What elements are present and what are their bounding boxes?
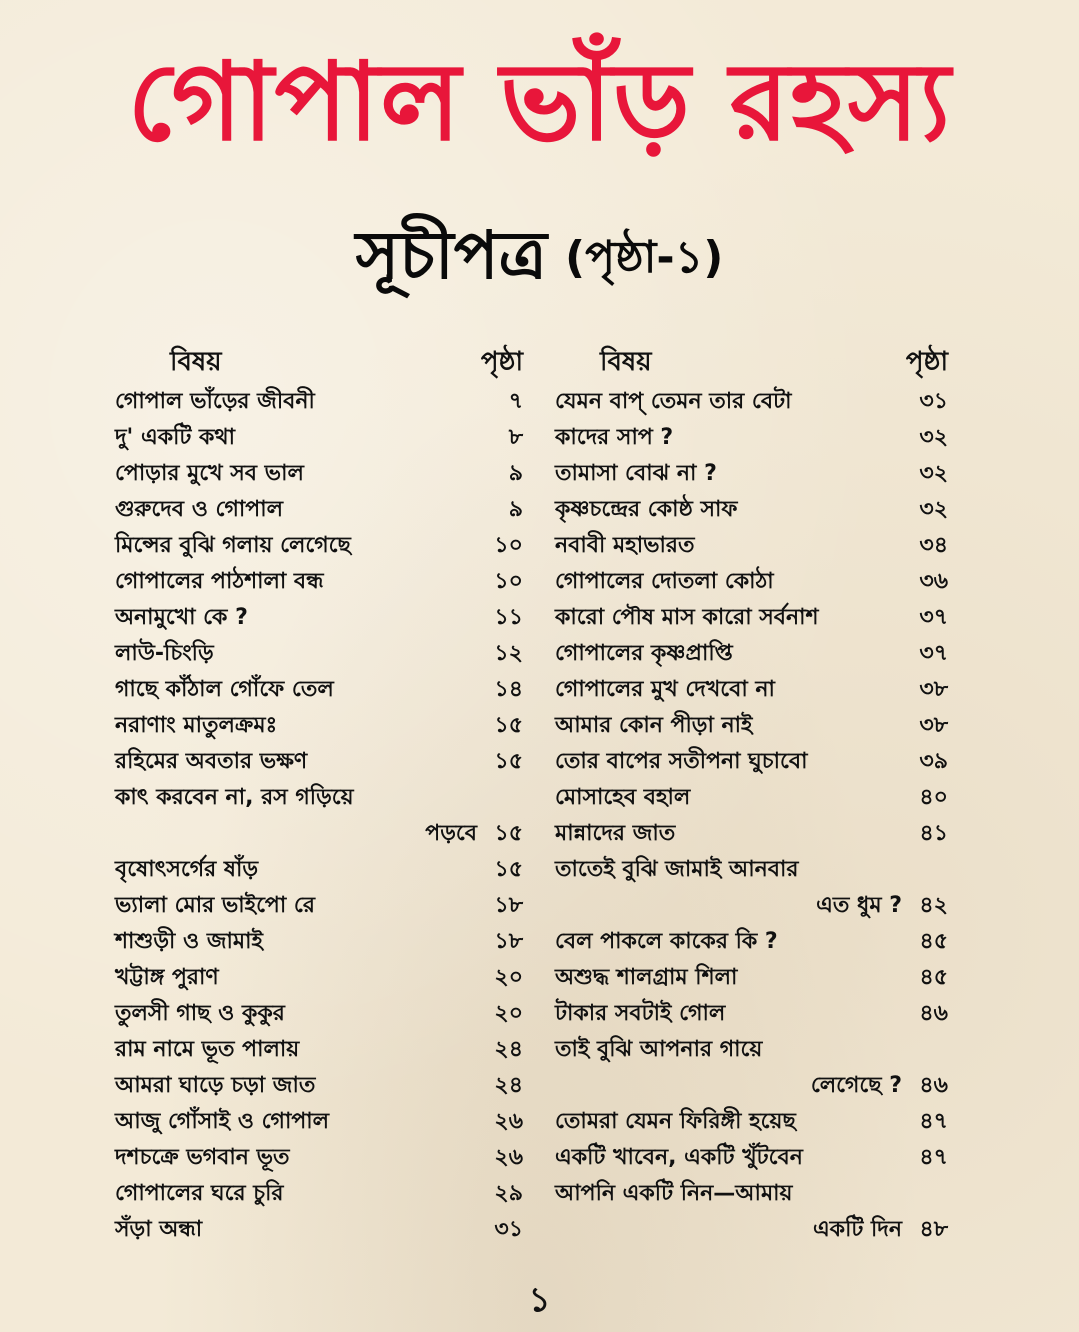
- toc-entry-title: পড়বে: [425, 821, 477, 846]
- toc-entry-title: টাকার সবটাই গোল: [555, 1001, 726, 1026]
- toc-entry: [115, 564, 523, 600]
- toc-entry: [555, 1032, 948, 1068]
- toc-entry-page: ৭: [508, 389, 523, 414]
- toc-entry-title: আমার কোন পীড়া নাই: [555, 713, 753, 738]
- toc-entry-title: নরাণাং মাতুলক্রমঃ: [115, 713, 278, 738]
- toc-entry-title: পোড়ার মুখে সব ভাল: [115, 461, 304, 486]
- toc-entry-title: দশচক্রে ভগবান ভূত: [115, 1145, 290, 1170]
- toc-entry-title: কারো পৌষ মাস কারো সর্বনাশ: [555, 605, 819, 630]
- toc-entry-page: ৮: [508, 425, 523, 450]
- toc-entry-title: আপনি একটি নিন—আমায়: [555, 1181, 793, 1206]
- toc-entry-page: ৪১: [919, 821, 948, 846]
- toc-entry-title: বৃষোৎসর্গের ষাঁড়: [115, 857, 259, 882]
- toc-entry: [555, 888, 948, 924]
- toc-entry: [555, 492, 948, 528]
- contents-page-label: (পৃষ্ঠা-১): [565, 231, 724, 283]
- toc-entry: [555, 816, 948, 852]
- toc-entry-page: ৪৮: [919, 1217, 948, 1242]
- toc-entry: [555, 1104, 948, 1140]
- toc-entry-title: রাম নামে ভূত পালায়: [115, 1037, 300, 1062]
- toc-entry: [555, 1212, 948, 1248]
- page-header: পৃষ্ঠা: [480, 347, 523, 377]
- toc-left-header: [115, 340, 523, 384]
- toc-entry: [115, 744, 523, 780]
- toc-entry-page: ২৬: [494, 1109, 523, 1134]
- toc-entry: [115, 1176, 523, 1212]
- toc-entry-page: ২৬: [494, 1145, 523, 1170]
- toc-entry-page: ৯: [508, 497, 523, 522]
- toc-entry: [115, 1032, 523, 1068]
- toc-entry-page: ৪৬: [919, 1073, 948, 1098]
- toc-entry-page: ১৮: [494, 893, 523, 918]
- toc-entry-title: সঁড়া অন্ধা: [115, 1217, 203, 1242]
- toc-entry: [115, 528, 523, 564]
- toc-entry-page: ৩৪: [919, 533, 948, 558]
- toc-entry-page: ২০: [494, 965, 523, 990]
- toc-entry-title: অশুদ্ধ শালগ্রাম শিলা: [555, 965, 738, 990]
- toc-entry-page: ১৫: [494, 749, 523, 774]
- toc-entry-title: শাশুড়ী ও জামাই: [115, 929, 263, 954]
- toc-entry-title: গোপালের মুখ দেখবো না: [555, 677, 775, 702]
- toc-entry: [555, 960, 948, 996]
- toc-entry-page: ৯: [508, 461, 523, 486]
- toc-entry-title: রহিমের অবতার ভক্ষণ: [115, 749, 308, 774]
- toc-entry: [555, 708, 948, 744]
- toc-entry-page: ১০: [494, 533, 523, 558]
- toc-entry: [555, 1176, 948, 1212]
- toc-entry-page: ১৫: [494, 857, 523, 882]
- toc-entry-title: আজু গোঁসাই ও গোপাল: [115, 1109, 330, 1134]
- topic-header: বিষয়: [170, 347, 222, 377]
- toc-entry: [555, 420, 948, 456]
- toc-entry: [115, 420, 523, 456]
- toc-entry-title: বেল পাকলে কাকের কি ?: [555, 929, 778, 954]
- toc-entry-page: ৩২: [919, 461, 948, 486]
- toc-entry-page: ১৫: [494, 821, 523, 846]
- toc-entry: [115, 996, 523, 1032]
- toc-entry-title: একটি দিন: [812, 1217, 902, 1242]
- toc-entry-title: তুলসী গাছ ও কুকুর: [115, 1001, 285, 1026]
- toc-entry-title: দু' একটি কথা: [115, 425, 236, 450]
- toc-entry-title: মোসাহেব বহাল: [555, 785, 691, 810]
- toc-entry: [115, 1068, 523, 1104]
- toc-entry-title: কাৎ করবেন না, রস গড়িয়ে: [115, 785, 354, 810]
- toc-entry: [555, 1068, 948, 1104]
- toc-entry: [115, 636, 523, 672]
- toc-entry-page: ১০: [494, 569, 523, 594]
- toc-entry-title: লাউ-চিংড়ি: [115, 641, 214, 666]
- toc-entry-page: ৩৬: [919, 569, 948, 594]
- toc-entry-title: তাই বুঝি আপনার গায়ে: [555, 1037, 763, 1062]
- toc-entry: [555, 384, 948, 420]
- toc-entry: [115, 1104, 523, 1140]
- contents-title: সূচীপত্র: [355, 217, 548, 294]
- toc-right-header: [555, 340, 948, 384]
- toc-entry: [555, 1140, 948, 1176]
- toc-entry-title: যেমন বাপ্ তেমন তার বেটা: [555, 389, 792, 414]
- toc-entry-page: ৪৬: [919, 1001, 948, 1026]
- toc-entry-title: তোমরা যেমন ফিরিঙ্গী হয়েছ: [555, 1109, 796, 1134]
- toc-entry-title: তোর বাপের সতীপনা ঘুচাবো: [555, 749, 808, 774]
- toc-entry: [555, 996, 948, 1032]
- topic-header: বিষয়: [600, 347, 652, 377]
- toc-entry-title: তামাসা বোঝ না ?: [555, 461, 717, 486]
- toc-entry: [115, 1140, 523, 1176]
- toc-entry-title: গোপাল ভাঁড়ের জীবনী: [115, 389, 315, 414]
- toc-entry-page: ১২: [494, 641, 523, 666]
- toc-entry: [115, 888, 523, 924]
- toc-entry-title: এত ধুম ?: [816, 893, 902, 918]
- toc-entry-page: ৩১: [494, 1217, 523, 1242]
- toc-entry-title: একটি খাবেন, একটি খুঁটবেন: [555, 1145, 803, 1170]
- toc-entry: [115, 384, 523, 420]
- toc-entry-title: কৃষ্ণচন্দ্রের কোষ্ঠ সাফ: [555, 497, 738, 522]
- toc-entry-page: ৪৫: [919, 965, 948, 990]
- toc-right-list: [555, 384, 948, 1248]
- toc-entry-page: ৩৭: [919, 641, 948, 666]
- toc-entry-page: ৪৭: [919, 1145, 948, 1170]
- toc-entry-title: খট্টাঙ্গ পুরাণ: [115, 965, 219, 990]
- toc-entry: [115, 600, 523, 636]
- toc-entry-page: ১১: [494, 605, 523, 630]
- toc-entry-page: ৩২: [919, 425, 948, 450]
- toc-entry: [115, 960, 523, 996]
- toc-entry-page: ৩৮: [919, 713, 948, 738]
- toc-entry: [115, 924, 523, 960]
- toc-entry-title: অনামুখো কে ?: [115, 605, 248, 630]
- toc-entry-page: ৩২: [919, 497, 948, 522]
- toc-entry: [115, 780, 523, 816]
- toc-entry-title: লেগেছে ?: [810, 1073, 902, 1098]
- toc-entry: [555, 636, 948, 672]
- toc-entry-page: ১৮: [494, 929, 523, 954]
- toc-entry-title: গোপালের পাঠশালা বন্ধ: [115, 569, 324, 594]
- toc-entry: [555, 600, 948, 636]
- toc-entry-page: ৩৭: [919, 605, 948, 630]
- toc-entry-page: ১৫: [494, 713, 523, 738]
- toc-entry-page: ৪২: [919, 893, 948, 918]
- toc-entry: [115, 816, 523, 852]
- toc-entry: [555, 672, 948, 708]
- toc-entry: [115, 708, 523, 744]
- toc-entry-title: মান্নাদের জাত: [555, 821, 676, 846]
- toc-entry-title: নবাবী মহাভারত: [555, 533, 695, 558]
- toc-entry: [555, 456, 948, 492]
- toc-entry: [555, 528, 948, 564]
- toc-entry-page: ৪৭: [919, 1109, 948, 1134]
- page-header: পৃষ্ঠা: [905, 347, 948, 377]
- toc-right-column: [555, 340, 948, 1248]
- toc-left-list: [115, 384, 523, 1248]
- toc-entry-page: ৩৯: [919, 749, 948, 774]
- contents-heading: [0, 205, 1079, 315]
- toc-entry-title: আমরা ঘাড়ে চড়া জাত: [115, 1073, 316, 1098]
- toc-entry-title: গোপালের দোতলা কোঠা: [555, 569, 774, 594]
- toc-entry: [555, 744, 948, 780]
- toc-entry-title: মিন্সের বুঝি গলায় লেগেছে: [115, 533, 351, 558]
- toc-entry: [115, 852, 523, 888]
- toc-entry: [115, 672, 523, 708]
- toc-entry-title: গোপালের কৃষ্ণপ্রাপ্তি: [555, 641, 733, 666]
- toc-entry-title: গোপালের ঘরে চুরি: [115, 1181, 284, 1206]
- toc-entry-title: ভ্যালা মোর ভাইপো রে: [115, 893, 315, 918]
- toc-entry: [555, 924, 948, 960]
- toc-entry-page: ৩১: [919, 389, 948, 414]
- toc-entry-title: গুরুদেব ও গোপাল: [115, 497, 283, 522]
- toc-entry-page: ৩৮: [919, 677, 948, 702]
- toc-entry-title: কাদের সাপ ?: [555, 425, 674, 450]
- toc-entry: [555, 564, 948, 600]
- toc-entry-page: ২০: [494, 1001, 523, 1026]
- toc-entry-page: ২৪: [494, 1037, 523, 1062]
- toc-entry-page: ৪৫: [919, 929, 948, 954]
- toc-entry: [555, 780, 948, 816]
- toc-left-column: [115, 340, 523, 1248]
- toc-entry-page: ৪০: [919, 785, 948, 810]
- book-title: গোপাল ভাঁড় রহস্য: [127, 40, 952, 165]
- toc-entry-page: ২৯: [494, 1181, 523, 1206]
- toc-entry: [115, 456, 523, 492]
- page-number: ১: [528, 1280, 551, 1320]
- toc-entry: [115, 492, 523, 528]
- toc-entry-page: ১৪: [494, 677, 523, 702]
- toc-entry: [115, 1212, 523, 1248]
- toc-entry-page: ২৪: [494, 1073, 523, 1098]
- toc-entry-title: গাছে কাঁঠাল গোঁফে তেল: [115, 677, 334, 702]
- toc-entry: [555, 852, 948, 888]
- toc-entry-title: তাতেই বুঝি জামাই আনবার: [555, 857, 799, 882]
